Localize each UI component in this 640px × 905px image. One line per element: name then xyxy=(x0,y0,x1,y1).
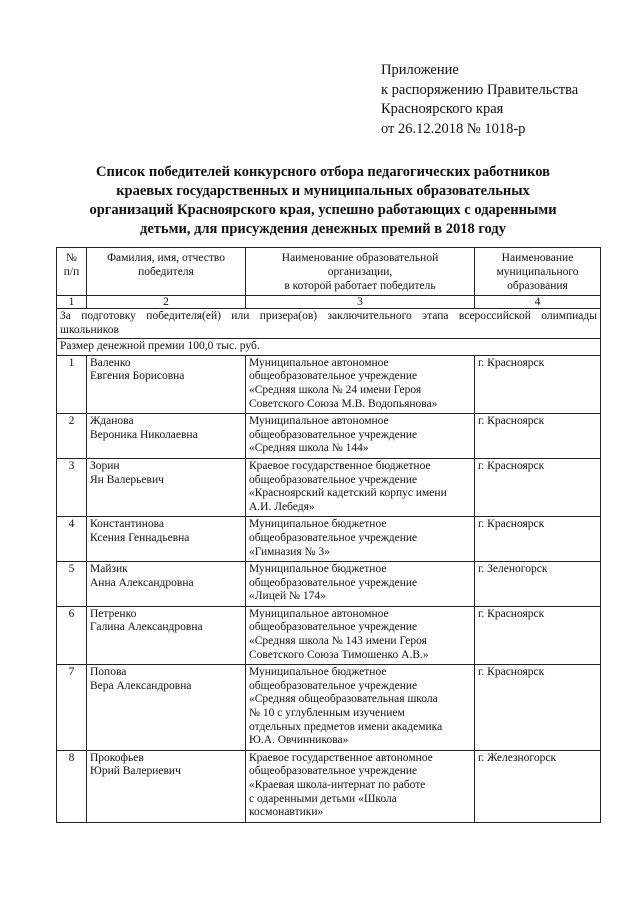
appendix-line: к распоряжению Правительства xyxy=(381,81,579,98)
table-row xyxy=(57,562,601,607)
table-row xyxy=(57,414,601,459)
winner-name: Жданова Вероника Николаевна xyxy=(87,414,246,459)
organization-name: Муниципальное бюджетное общеобразовательное учреждение «Лицей № 174» xyxy=(246,562,475,607)
appendix-line: Красноярского края xyxy=(381,101,504,117)
column-index-row xyxy=(57,296,601,309)
table-row xyxy=(57,750,601,822)
organization-name: Краевое государственное бюджетное общеобразовательное учреждение «Красноярский кадетский корпус имени А.И. Лебедя» xyxy=(246,458,475,516)
appendix-date-line: от 26.12.2018 № 1018-р xyxy=(381,120,526,137)
row-number: 4 xyxy=(57,517,87,562)
municipality-name: г. Красноярск xyxy=(475,517,601,562)
row-number: 3 xyxy=(57,458,87,516)
row-number: 6 xyxy=(57,606,87,664)
column-index: 3 xyxy=(246,296,475,309)
winners-table xyxy=(56,247,601,823)
title-line: детьми, для присуждения денежных премий в 2018 году xyxy=(140,221,506,237)
municipality-name: г. Красноярск xyxy=(475,355,601,413)
row-number: 5 xyxy=(57,562,87,607)
prize-row xyxy=(57,339,601,356)
appendix-block xyxy=(381,61,578,139)
table-row xyxy=(57,355,601,413)
table-row xyxy=(57,606,601,664)
table-row xyxy=(57,665,601,751)
organization-name: Муниципальное бюджетное общеобразовательное учреждение «Средняя общеобразовательная школа № 10 с углубленным изучением отдельных предметов имени академика Ю.А. Овчинникова» xyxy=(246,665,475,751)
header-organization: Наименование образовательной организации, в которой работает победитель xyxy=(246,248,475,296)
prize-amount: Размер денежной премии 100,0 тыс. руб. xyxy=(57,339,601,356)
row-number: 1 xyxy=(57,355,87,413)
municipality-name: г. Железногорск xyxy=(475,750,601,822)
winner-name: Майзик Анна Александровна xyxy=(87,562,246,607)
winner-name: Прокофьев Юрий Валериевич xyxy=(87,750,246,822)
header-municipality: Наименование муниципального образования xyxy=(475,248,601,296)
municipality-name: г. Зеленогорск xyxy=(475,562,601,607)
winner-name: Петренко Галина Александровна xyxy=(87,606,246,664)
table-row xyxy=(57,517,601,562)
organization-name: Муниципальное бюджетное общеобразовательное учреждение «Гимназия № 3» xyxy=(246,517,475,562)
column-index: 1 xyxy=(57,296,87,309)
organization-name: Муниципальное автономное общеобразовательное учреждение «Средняя школа № 143 имени Героя Советского Союза Тимошенко А.В.» xyxy=(246,606,475,664)
municipality-name: г. Красноярск xyxy=(475,665,601,751)
winner-name: Константинова Ксения Геннадьевна xyxy=(87,517,246,562)
row-number: 2 xyxy=(57,414,87,459)
document-title xyxy=(58,163,588,239)
row-number: 7 xyxy=(57,665,87,751)
title-line: краевых государственных и муниципальных образовательных xyxy=(116,183,530,199)
winner-name: Валенко Евгения Борисовна xyxy=(87,355,246,413)
title-line: Список победителей конкурсного отбора педагогических работников xyxy=(96,164,550,180)
row-number: 8 xyxy=(57,750,87,822)
winner-name: Зорин Ян Валерьевич xyxy=(87,458,246,516)
title-line: организаций Красноярского края, успешно работающих с одаренными xyxy=(89,202,557,218)
municipality-name: г. Красноярск xyxy=(475,606,601,664)
header-row xyxy=(57,248,601,296)
organization-name: Краевое государственное автономное общеобразовательное учреждение «Краевая школа-интернат по работе с одаренными детьми «Школа космонавтики» xyxy=(246,750,475,822)
appendix-line: Приложение xyxy=(381,62,459,78)
municipality-name: г. Красноярск xyxy=(475,458,601,516)
municipality-name: г. Красноярск xyxy=(475,414,601,459)
organization-name: Муниципальное автономное общеобразовательное учреждение «Средняя школа № 24 имени Героя Советского Союза М.В. Водопьянова» xyxy=(246,355,475,413)
section-heading: За подготовку победителя(ей) или призера(ов) заключительного этапа всероссийской олимпиады школьников xyxy=(57,309,601,339)
table-row xyxy=(57,458,601,516)
column-index: 4 xyxy=(475,296,601,309)
section-row xyxy=(57,309,601,339)
winner-name: Попова Вера Александровна xyxy=(87,665,246,751)
header-number: № п/п xyxy=(57,248,87,296)
organization-name: Муниципальное автономное общеобразовательное учреждение «Средняя школа № 144» xyxy=(246,414,475,459)
column-index: 2 xyxy=(87,296,246,309)
header-name: Фамилия, имя, отчество победителя xyxy=(87,248,246,296)
